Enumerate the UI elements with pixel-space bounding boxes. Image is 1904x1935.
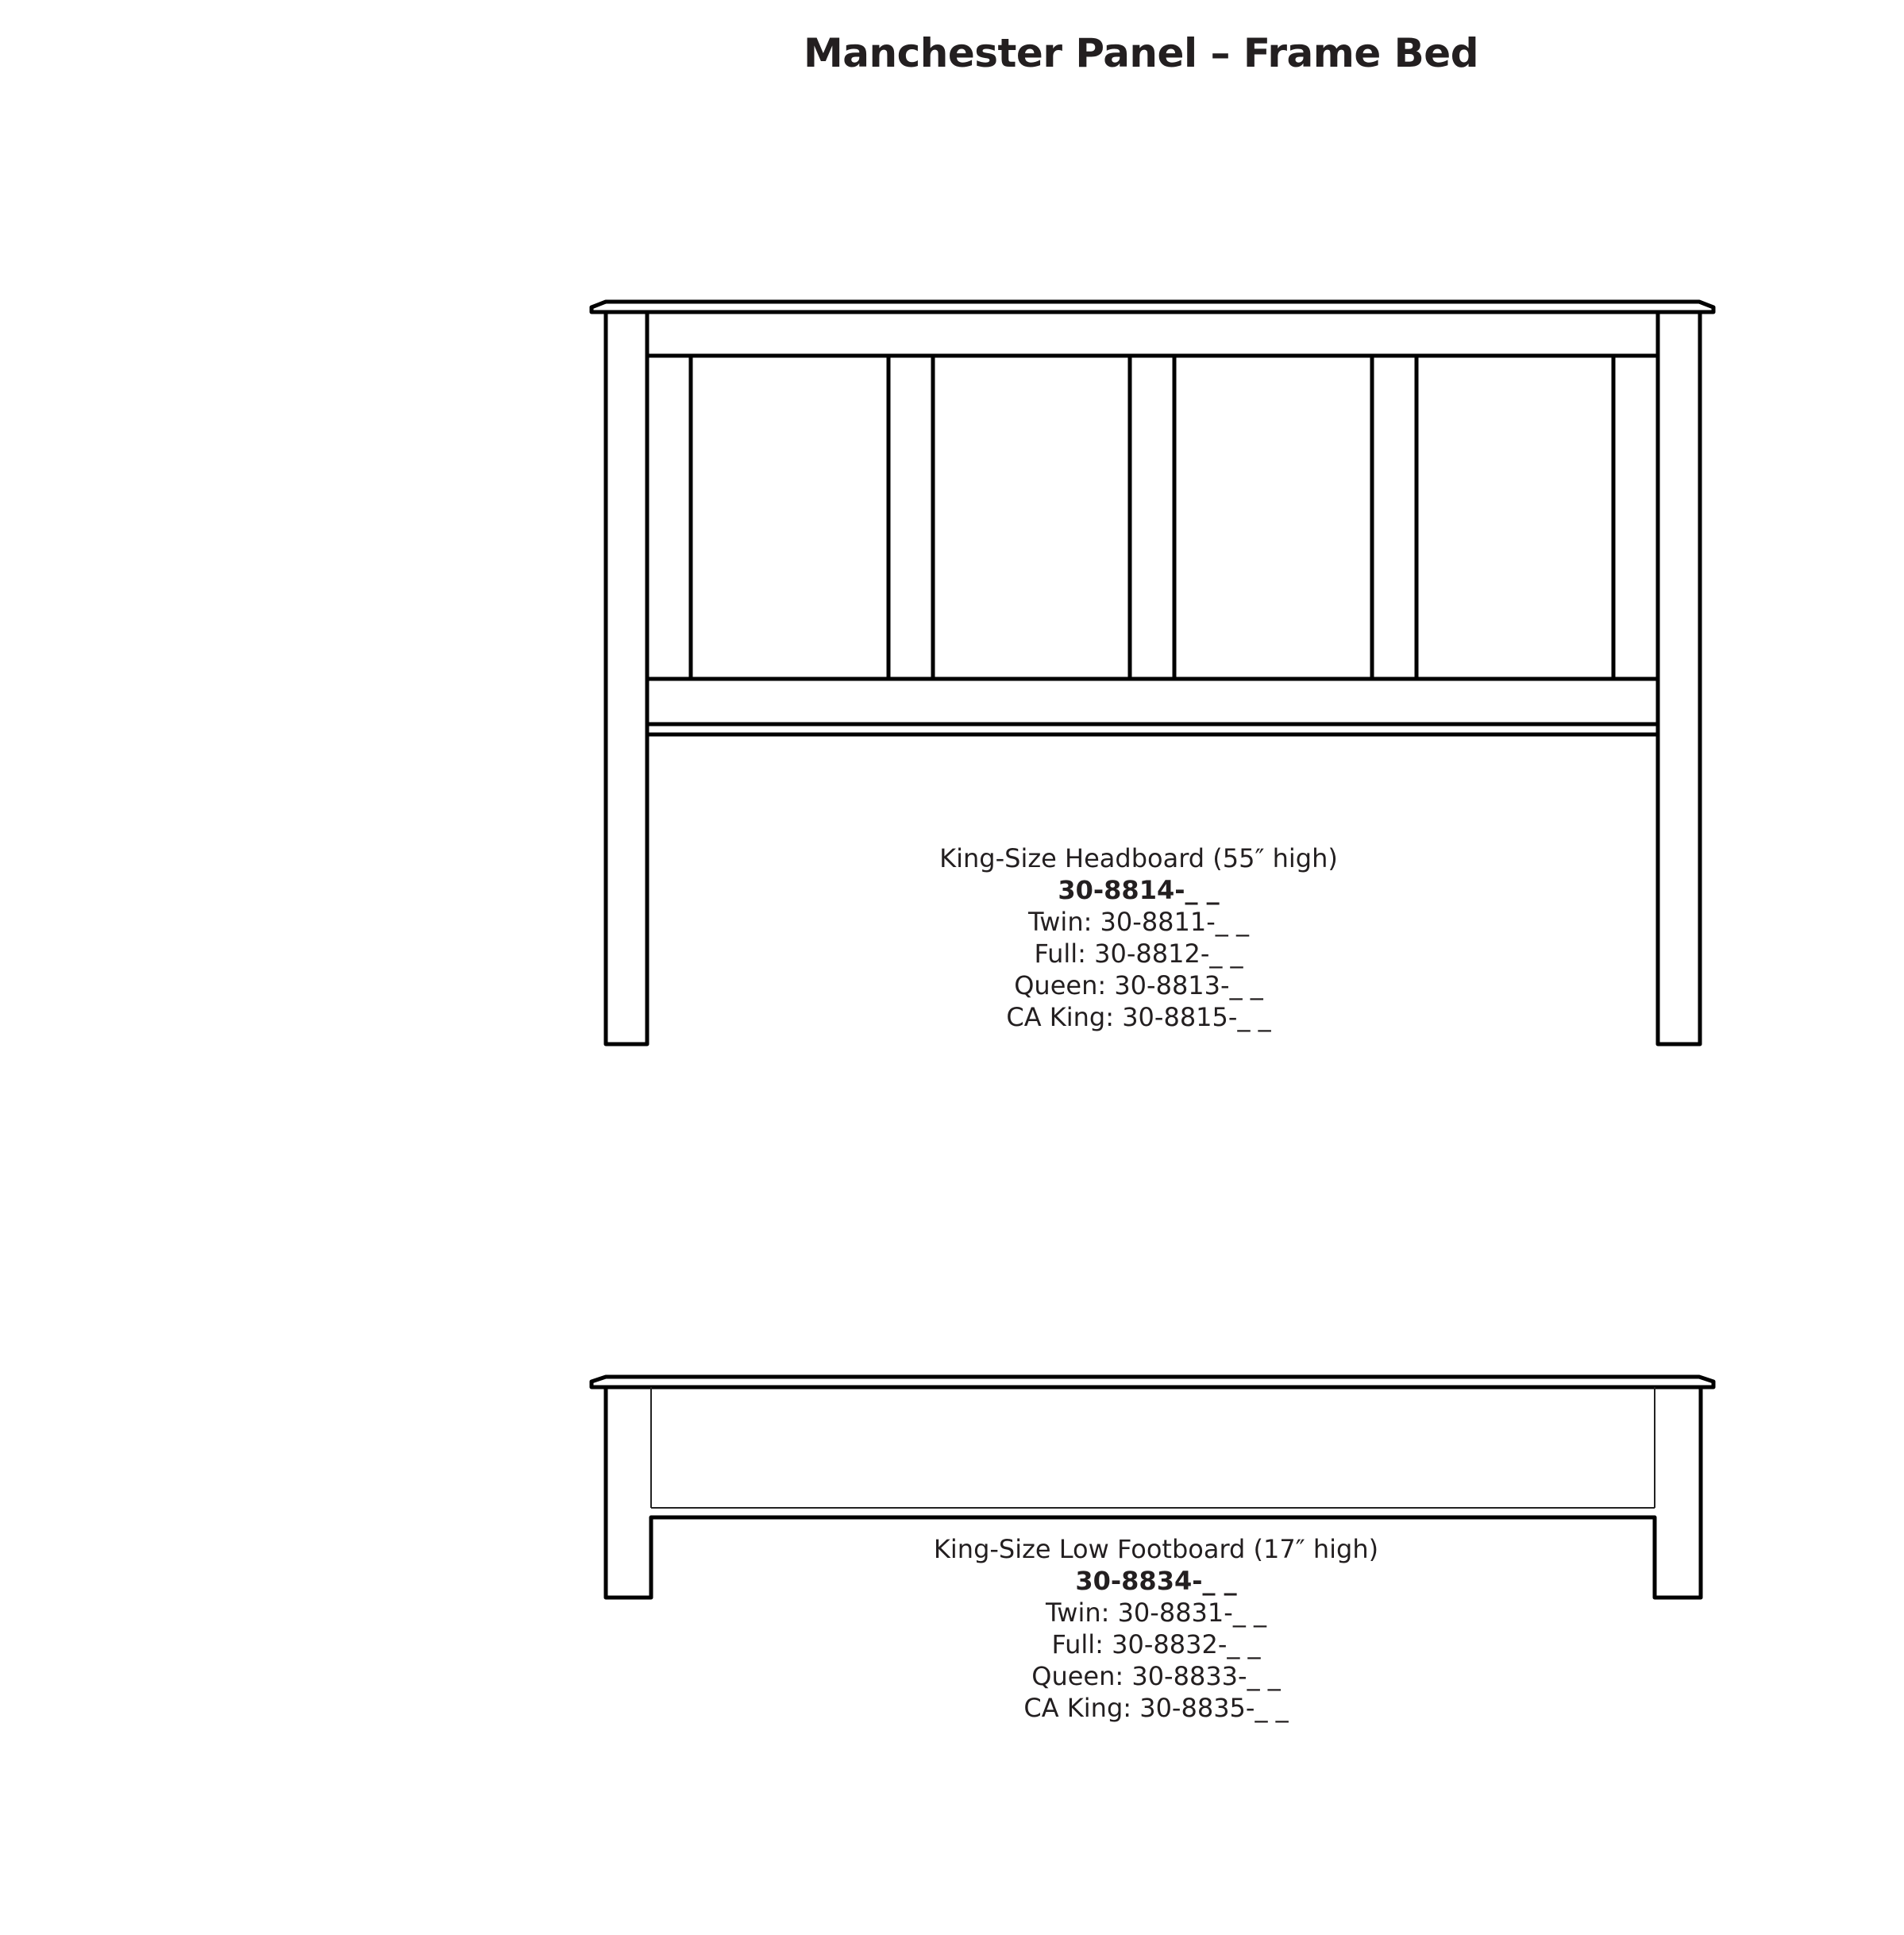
footboard-king-sku: 30-8834-_ _ [1075, 1566, 1237, 1596]
headboard-variant-queen: Queen: 30-8813-_ _ [1014, 970, 1263, 1000]
footboard-variant-twin: Twin: 30-8831-_ _ [1046, 1598, 1266, 1628]
page-title: Manchester Panel – Frame Bed [804, 30, 1478, 76]
footboard-variant-full: Full: 30-8832-_ _ [1051, 1629, 1261, 1659]
footboard-variant-ca-king: CA King: 30-8835-_ _ [1023, 1693, 1289, 1723]
footboard-variant-queen: Queen: 30-8833-_ _ [1031, 1661, 1281, 1691]
headboard-variant-ca-king: CA King: 30-8815-_ _ [1006, 1002, 1271, 1032]
footboard-label: King-Size Low Footboard (17″ high) [933, 1534, 1379, 1564]
footboard-caption [934, 1533, 1378, 1724]
headboard-label: King-Size Headboard (55″ high) [939, 843, 1338, 873]
headboard-left-post [606, 312, 647, 1044]
footboard-thin-lines [651, 1387, 1655, 1508]
headboard-variant-full: Full: 30-8812-_ _ [1034, 939, 1243, 969]
headboard-right-post [1658, 312, 1700, 1044]
headboard-top-cap [592, 302, 1713, 312]
headboard-variant-twin: Twin: 30-8811-_ _ [1028, 907, 1249, 937]
headboard-king-sku: 30-8814-_ _ [1058, 875, 1220, 905]
headboard-caption [939, 842, 1338, 1033]
footboard-top-cap [592, 1377, 1713, 1387]
